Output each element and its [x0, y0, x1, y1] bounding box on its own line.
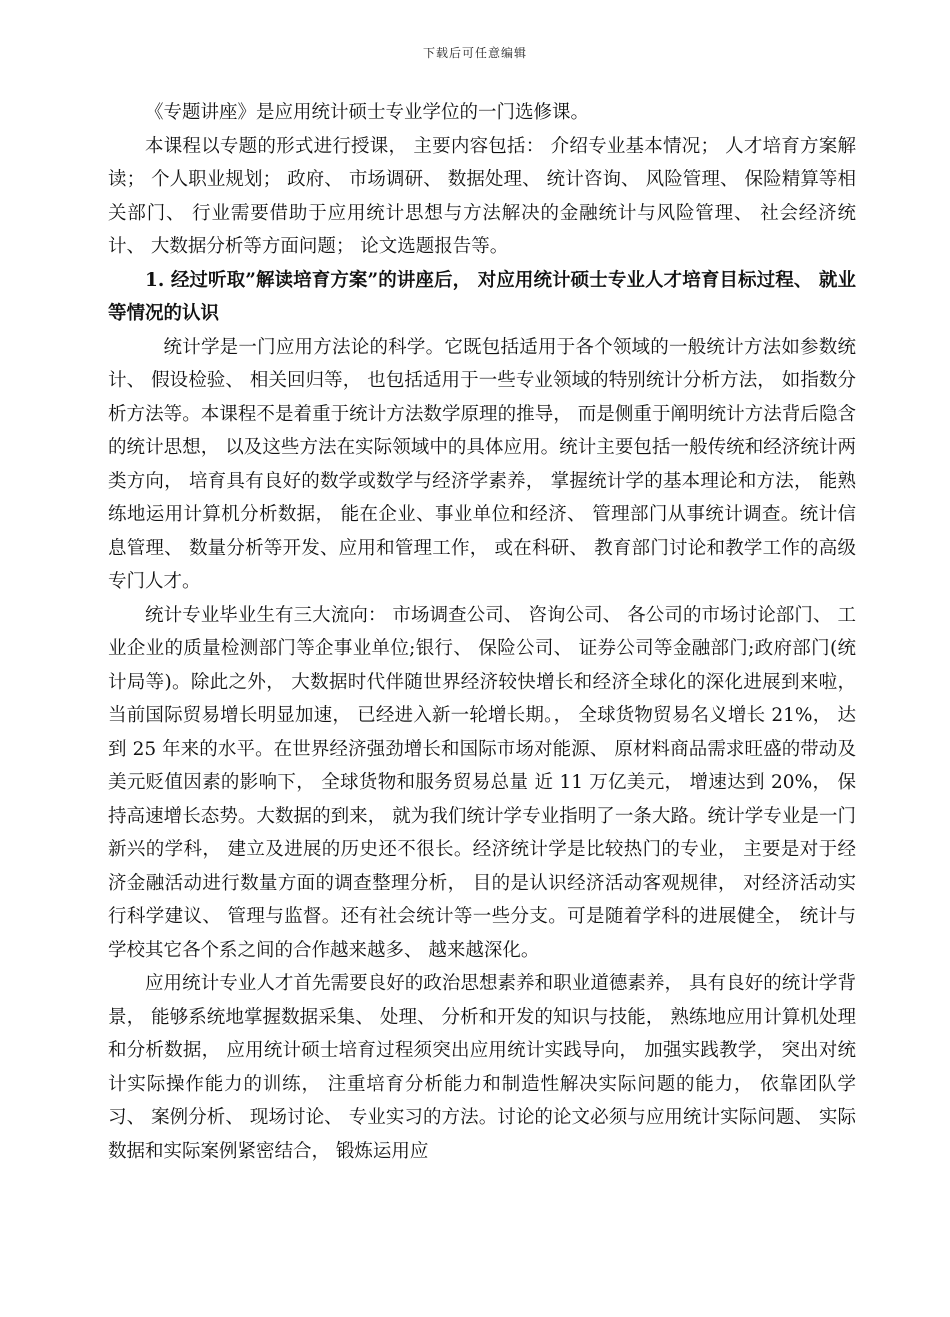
paragraph-course-content: 本课程以专题的形式进行授课， 主要内容包括： 介绍专业基本情况； 人才培育方案解读； 个人职业规划； 政府、 市场调研、 数据处理、 统计咨询、 风险管理、 保险精算等相关部门、 行业需要借助于应用统计思想与方法解决的金融统计与风险管理、 社会经济统计、 大数据分析等方面问题； 论文选题报告等。	[108, 135, 856, 257]
page-header: 下载后可任意编辑	[422, 46, 527, 60]
paragraph-talent-requirements: 应用统计专业人才首先需要良好的政治思想素养和职业道德素养， 具有良好的统计学背景， 能够系统地掌握数据采集、 处理、 分析和开发的知识与技能， 熟练地应用计算机处理和分析数据， 应用统计硕士培育过程须突出应用统计实践导向， 加强实践教学， 突出对统计实际操作能力的训练， 注重培育分析能力和制造性解决实际问题的能力， 依靠团队学习、 案例分析、 现场讨论、 专业实习的方法。讨论的论文必须与应用统计实际问题、 实际数据和实际案例紧密结合， 锻炼运用应	[108, 973, 856, 1162]
paragraph-intro: 《专题讲座》是应用统计硕士专业学位的一门选修课。	[145, 102, 590, 123]
paragraph-graduate-directions: 统计专业毕业生有三大流向： 市场调查公司、 咨询公司、 各公司的市场讨论部门、 工业企业的质量检测部门等企事业单位;银行、 保险公司、 证券公司等金融部门;政府部门(统计局等)。除此之外， 大数据时代伴随世界经济较快增长和经济全球化的深化进展到来啦， 当前国际贸易增长明显加速， 已经进入新一轮增长期。， 全球货物贸易名义增长 21%， 达到 25 年来的水平。在世界经济强劲增长和国际市场对能源、 原材料商品需求旺盛的带动及美元贬值因素的影响下， 全球货物和服务贸易总量 近 11 万亿美元， 增速达到 20%， 保持高速增长态势。大数据的到来， 就为我们统计学专业指明了一条大路。统计学专业是一门新兴的学科， 建立及进展的历史还不很长。经济统计学是比较热门的专业， 主要是对于经济金融活动进行数量方面的调查整理分析， 目的是认识经济活动客观规律， 对经济活动实行科学建议、 管理与监督。还有社会统计等一些分支。可是随着学科的进展健全， 统计与学校其它各个系之间的合作越来越多、 越来越深化。	[108, 604, 856, 961]
paragraph-statistics-definition: 统计学是一门应用方法论的科学。它既包括适用于各个领域的一般统计方法如参数统计、 假设检验、 相关回归等， 也包括适用于一些专业领域的特别统计分析方法， 如指数分析方法等。本课程不是着重于统计方法数学原理的推导， 而是侧重于阐明统计方法背后隐含的统计思想， 以及这些方法在实际领域中的具体应用。统计主要包括一般传统和经济统计两类方向， 培育具有良好的数学或数学与经济学素养， 掌握统计学的基本理论和方法， 能熟练地运用计算机分析数据， 能在企业、事业单位和经济、 管理部门从事统计调查。统计信息管理、 数量分析等开发、应用和管理工作， 或在科研、 教育部门讨论和教学工作的高级专门人才。	[108, 336, 856, 592]
section-heading: 1. 经过听取”解读培育方案”的讲座后， 对应用统计硕士专业人才培育目标过程、 就业等情况的认识	[108, 269, 856, 324]
document-body	[108, 96, 856, 1168]
